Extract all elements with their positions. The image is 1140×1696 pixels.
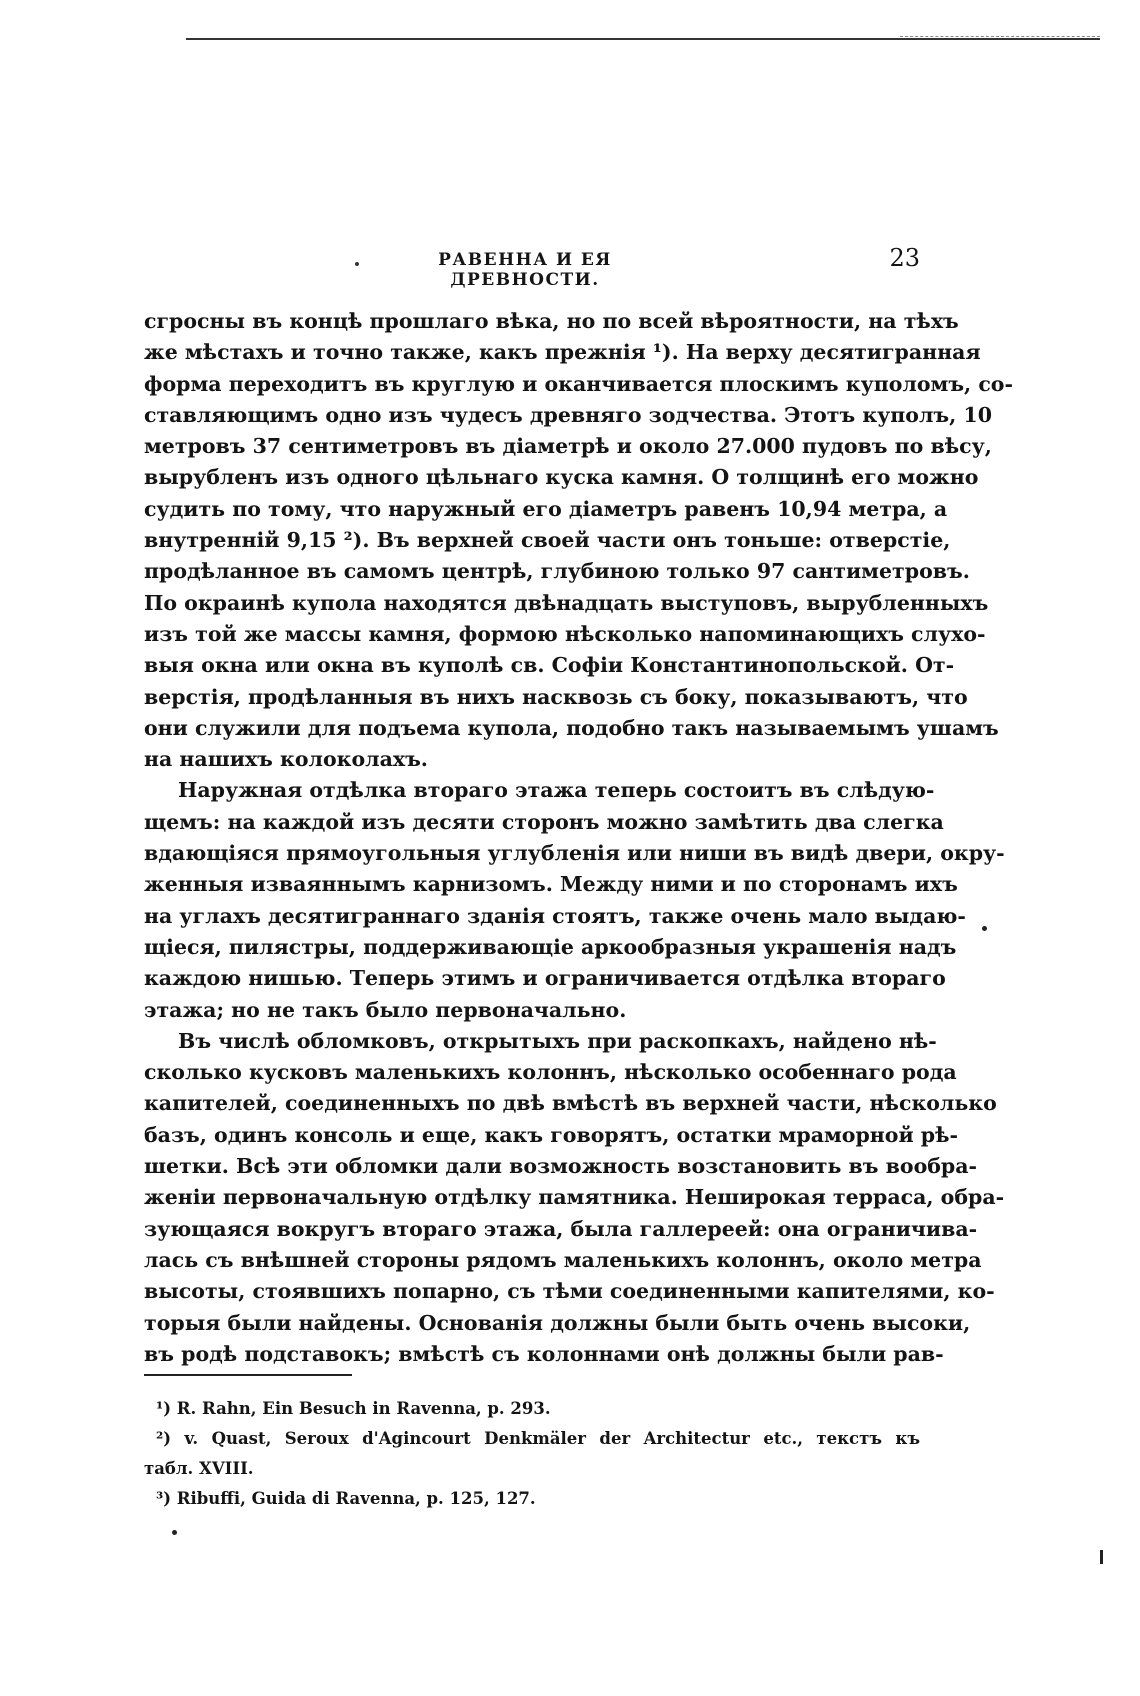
margin-speck (172, 1530, 177, 1535)
margin-speck (982, 926, 987, 931)
text-line: высоты, стоявшихъ попарно, съ тѣми соединенными капителями, ко- (144, 1279, 995, 1304)
body-text (144, 306, 1013, 1370)
text-line: женныя изваяннымъ карнизомъ. Между ними и по сторонамъ ихъ (144, 872, 958, 897)
footnote-2: ²) v. Quast, Seroux d'Agincourt Denkmäler der Architectur etc., текстъ къ (156, 1429, 920, 1448)
footnotes (144, 1394, 920, 1514)
text-line: изъ той же массы камня, формою нѣсколько напоминающихъ слухо- (144, 621, 986, 646)
text-line: же мѣстахъ и точно также, какъ прежнія ¹). На верху десятигранная (144, 340, 981, 365)
text-line: вырубленъ изъ одного цѣльнаго куска камня. О толщинѣ его можно (144, 465, 979, 490)
paragraph-start-line: Въ числѣ обломковъ, открытыхъ при раскопкахъ, найдено нѣ- (178, 1028, 937, 1053)
text-line: каждою нишью. Теперь этимъ и ограничивается отдѣлка втораго (144, 966, 946, 991)
page-number: 23 (889, 244, 920, 272)
text-line: верстія, продѣланныя въ нихъ насквозь съ боку, показываютъ, что (144, 684, 968, 709)
text-line: продѣланное въ самомъ центрѣ, глубиною только 97 сантиметровъ. (144, 559, 970, 584)
text-line: на углахъ десятиграннаго зданія стоятъ, также очень мало выдаю- (144, 903, 966, 928)
text-line: метровъ 37 сентиметровъ въ діаметрѣ и около 27.000 пудовъ по вѣсу, (144, 434, 992, 459)
text-line: ставляющимъ одно изъ чудесъ древняго зодчества. Этотъ куполъ, 10 (144, 402, 992, 427)
text-line: лась съ внѣшней стороны рядомъ маленькихъ колоннъ, около метра (144, 1247, 982, 1272)
text-line: По окраинѣ купола находятся двѣнадцать выступовъ, вырубленныхъ (144, 590, 989, 615)
paragraph-start-line: Наружная отдѣлка втораго этажа теперь состоитъ въ слѣдую- (178, 778, 935, 803)
text-line: щемъ: на каждой изъ десяти сторонъ можно замѣтить два слегка (144, 809, 944, 834)
text-line: форма переходитъ въ круглую и оканчивается плоскимъ куполомъ, со- (144, 371, 1013, 396)
footnote-3: ³) Ribuffi, Guida di Ravenna, p. 125, 127. (156, 1489, 536, 1508)
text-line: выя окна или окна въ куполѣ св. Софіи Константинопольской. От- (144, 653, 955, 678)
running-head-dot (355, 262, 359, 266)
text-line: торыя были найдены. Основанія должны были быть очень высоки, (144, 1310, 971, 1335)
text-line: судить по тому, что наружный его діаметръ равенъ 10,94 метра, а (144, 496, 948, 521)
margin-tick (1100, 1550, 1103, 1564)
text-line: внутренній 9,15 ²). Въ верхней своей части онъ тоньше: отверстіе, (144, 528, 951, 553)
top-edge-rule-faint (900, 36, 1100, 37)
text-line: зующаяся вокругъ втораго этажа, была галлереей: она ограничива- (144, 1216, 978, 1241)
text-line: щіеся, пилястры, поддерживающіе аркообразныя украшенія надъ (144, 934, 957, 959)
top-edge-rule (186, 38, 1100, 40)
footnote-2-continuation: табл. XVIII. (144, 1459, 254, 1478)
text-line: сгросны въ концѣ прошлаго вѣка, но по всей вѣроятности, на тѣхъ (144, 309, 959, 333)
text-line: сколько кусковъ маленькихъ колоннъ, нѣсколько особеннаго рода (144, 1060, 957, 1085)
text-line: въ родѣ подставокъ; вмѣстѣ съ колоннами онѣ должны были рав- (144, 1341, 944, 1366)
text-line: вдающіяся прямоугольныя углубленія или ниши въ видѣ двери, окру- (144, 841, 1005, 866)
text-line: шетки. Всѣ эти обломки дали возможность возстановить въ вообра- (144, 1154, 978, 1179)
text-line: они служили для подъема купола, подобно такъ называемымъ ушамъ (144, 715, 999, 740)
text-line: женіи первоначальную отдѣлку памятника. Неширокая терраса, обра- (144, 1185, 1005, 1210)
paragraph-end-line: на нашихъ колоколахъ. (144, 747, 428, 772)
footnote-separator (144, 1374, 352, 1376)
paragraph-end-line: этажа; но не такъ было первоначально. (144, 997, 627, 1022)
running-head: РАВЕННА И ЕЯ ДРЕВНОСТИ. (438, 250, 612, 290)
text-line: капителей, соединенныхъ по двѣ вмѣстѣ въ верхней части, нѣсколько (144, 1091, 997, 1116)
footnote-1: ¹) R. Rahn, Ein Besuch in Ravenna, p. 293. (156, 1399, 551, 1418)
text-line: базъ, одинъ консоль и еще, какъ говорятъ, остатки мраморной рѣ- (144, 1122, 959, 1147)
